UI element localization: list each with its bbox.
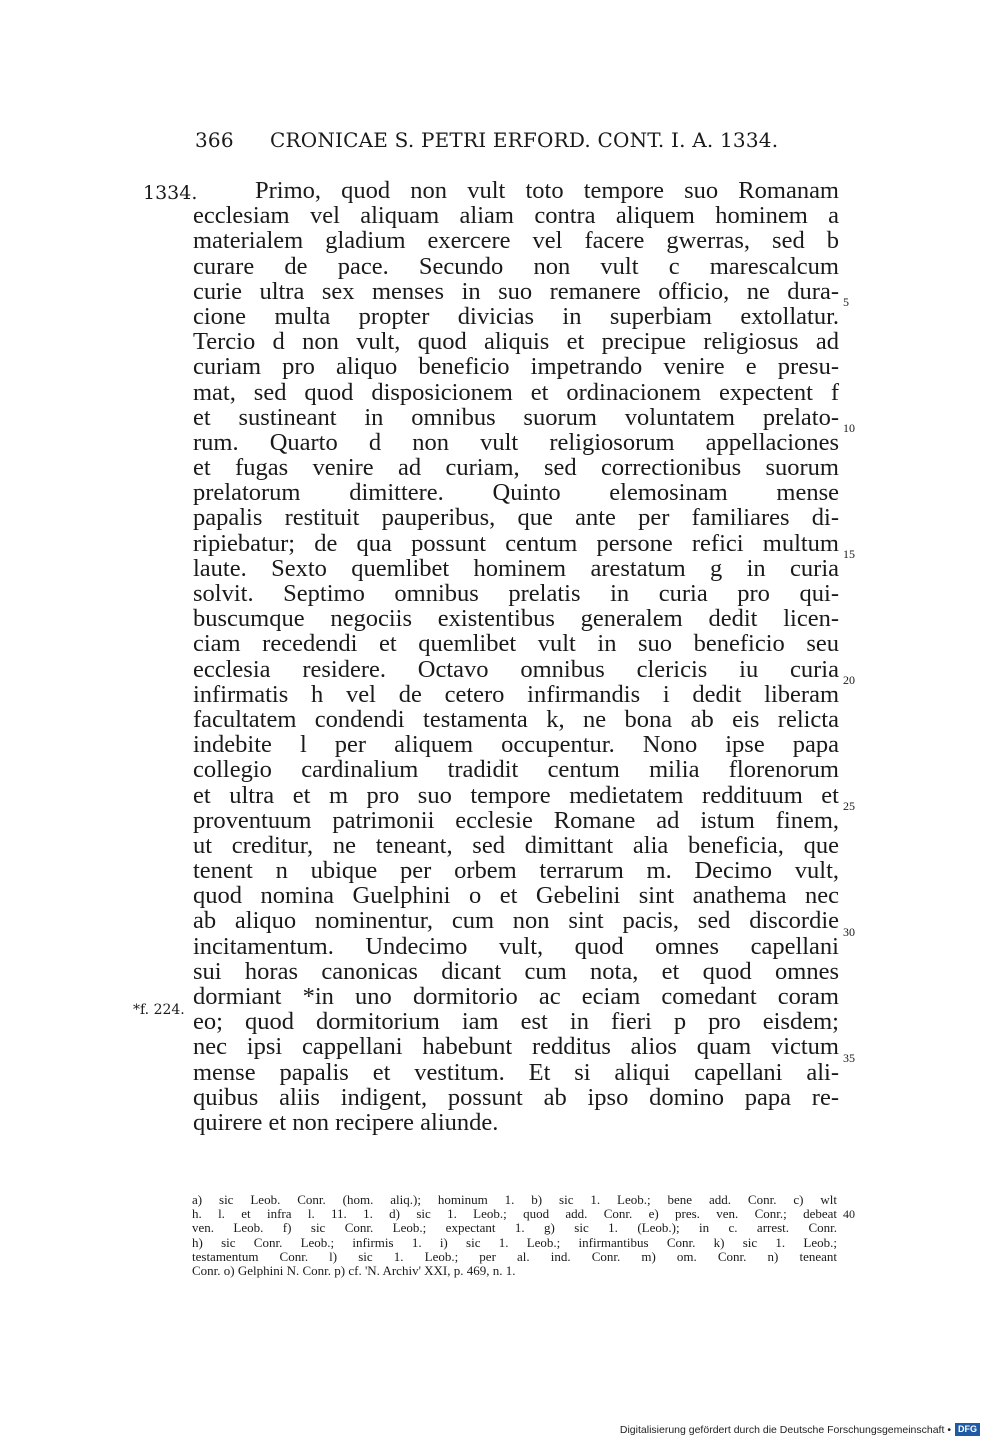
text-line: Tercio d non vult, quod aliquis et precipue religiosus ad (193, 328, 839, 356)
text-line: materialem gladium exercere vel facere gwerras, sed b (193, 227, 839, 255)
text-line: ripiebatur; de qua possunt centum persone refici multum (193, 529, 839, 557)
text-line: eo; quod dormitorium iam est in fieri p pro eisdem; (193, 1008, 839, 1036)
text-line: curare de pace. Secundo non vult c marescalcum (193, 252, 839, 280)
text-line: indebite l per aliquem occupentur. Nono ipse papa (193, 731, 839, 759)
text-line: curie ultra sex menses in suo remanere officio, ne dura- (193, 277, 839, 305)
text-line: ecclesiam vel aliquam aliam contra aliquem hominem a (193, 202, 839, 230)
text-line: sui horas canonicas dicant cum nota, et quod omnes (193, 957, 839, 985)
margin-folio: *f. 224. (133, 1002, 185, 1018)
footnote-line: ven. Leob. f) sic Conr. Leob.; expectant 1. g) sic 1. (Leob.); in c. arrest. Conr. (192, 1220, 837, 1236)
line-number: 5 (843, 295, 849, 309)
text-line: facultatem condendi testamenta k, ne bona ab eis relicta (193, 705, 839, 733)
line-number: 30 (843, 925, 855, 939)
text-line: rum. Quarto d non vult religiosorum appellaciones (193, 428, 839, 456)
text-line: Primo, quod non vult toto tempore suo Romanam (255, 177, 839, 204)
text-line: solvit. Septimo omnibus prelatis in curia pro qui- (193, 580, 839, 607)
footnote-line: testamentum Conr. l) sic 1. Leob.; per al. ind. Conr. m) om. Conr. n) teneant (192, 1248, 837, 1264)
text-line: quirere et non recipere aliunde. (193, 1108, 499, 1136)
text-line: curiam pro aliquo beneficio impetrando venire e presu- (193, 353, 839, 381)
text-line: quod nomina Guelphini o et Gebelini sint anathema nec (193, 882, 839, 910)
text-line: buscumque negociis existentibus generalem dedit licen- (193, 605, 839, 633)
footnotes (192, 1193, 837, 1278)
text-line: dormiant *in uno dormitorio ac eciam comedant coram (193, 983, 839, 1010)
line-number: 15 (843, 547, 855, 561)
text-line: et ultra et m pro suo tempore medietatem reddituum et (193, 781, 839, 809)
dfg-logo-icon: DFG (955, 1423, 980, 1436)
text-line: ut creditur, ne teneant, sed dimittant alia beneficia, que (193, 831, 839, 859)
footnote-line: Conr. o) Gelphini N. Conr. p) cf. 'N. Archiv' XXI, p. 469, n. 1. (192, 1263, 516, 1279)
running-header (195, 128, 779, 152)
text-line: et sustineant in omnibus suorum voluntatem prelato- (193, 403, 839, 431)
running-title: CRONICAE S. PETRI ERFORD. CONT. I. A. 1334. (270, 128, 779, 152)
text-line: prelatorum dimittere. Quinto elemosinam mense (193, 479, 839, 507)
margin-year: 1334. (143, 182, 198, 204)
credit-text: Digitalisierung gefördert durch die Deutsche Forschungsgemeinschaft • (619, 1423, 951, 1436)
text-line: ciam recedendi et quemlibet vult in suo beneficio seu (193, 630, 839, 658)
text-line: laute. Sexto quemlibet hominem arestatum g in curia (193, 554, 839, 582)
text-line: ab aliquo nominentur, cum non sint pacis, sed discordie (193, 907, 839, 935)
text-line: nec ipsi cappellani habebunt redditus alios quam victum (193, 1033, 839, 1061)
footnote-line: h) sic Conr. Leob.; infirmis 1. i) sic 1. Leob.; infirmantibus Conr. k) sic 1. Leob.; (192, 1234, 837, 1250)
line-number: 20 (843, 673, 855, 687)
page-number: 366 (195, 128, 234, 152)
digitization-credit (620, 1423, 980, 1436)
text-line: infirmatis h vel de cetero infirmandis i dedit liberam (193, 680, 839, 708)
footnote-line: h. l. et infra l. 11. 1. d) sic 1. Leob.; quod add. Conr. e) pres. ven. Conr.; debeat (192, 1206, 837, 1222)
text-line: tenent n ubique per orbem terrarum m. Decimo vult, (193, 857, 839, 885)
footnote-line-number: 40 (843, 1207, 855, 1221)
line-number: 35 (843, 1051, 855, 1065)
text-line: mat, sed quod disposicionem et ordinacionem expectent f (193, 378, 839, 406)
text-line: incitamentum. Undecimo vult, quod omnes capellani (193, 932, 839, 960)
text-line: mense papalis et vestitum. Et si aliqui capellani ali- (193, 1058, 839, 1086)
footnote-line: a) sic Leob. Conr. (hom. aliq.); hominum 1. b) sic 1. Leob.; bene add. Conr. c) wlt (192, 1192, 837, 1207)
text-line: ecclesia residere. Octavo omnibus clericis iu curia (193, 655, 839, 683)
main-text (193, 178, 839, 1135)
line-number: 25 (843, 799, 855, 813)
line-number: 10 (843, 421, 855, 435)
text-line: collegio cardinalium tradidit centum milia florenorum (193, 756, 839, 784)
text-line: proventuum patrimonii ecclesie Romane ad istum finem, (193, 806, 839, 834)
text-line: cione multa propter divicias in superbiam extollatur. (193, 302, 839, 330)
text-line: et fugas venire ad curiam, sed correctionibus suorum (193, 454, 839, 482)
text-line: quibus aliis indigent, possunt ab ipso domino papa re- (193, 1083, 839, 1111)
text-line: papalis restituit pauperibus, que ante per familiares di- (193, 504, 839, 532)
